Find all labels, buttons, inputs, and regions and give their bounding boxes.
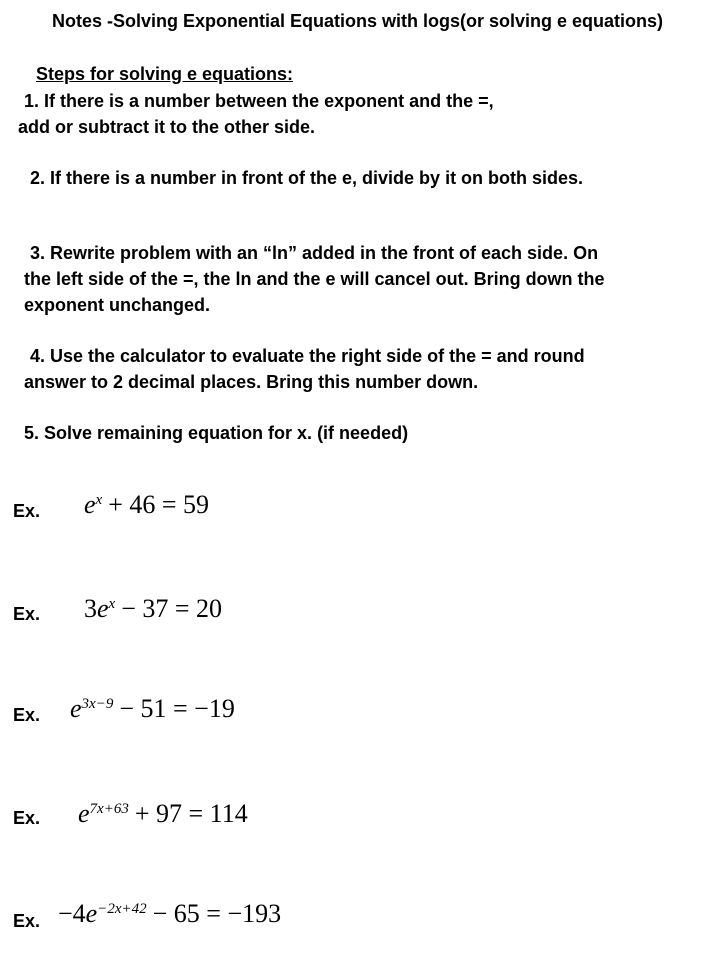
equation-base: e [85, 899, 98, 928]
equation-rest: + 46 = 59 [108, 490, 210, 519]
steps-heading: Steps for solving e equations: [36, 64, 294, 84]
example-label: Ex. [13, 808, 41, 828]
equation-exponent: 3x−9 [81, 696, 114, 712]
equation-coefficient: 3 [84, 594, 97, 623]
equation-base: e [97, 594, 109, 623]
equation-base: e [78, 799, 90, 828]
equation-exponent: x [95, 492, 103, 508]
step-4-line-2: answer to 2 decimal places. Bring this number down. [24, 372, 479, 392]
step-1-line-2: add or subtract it to the other side. [18, 117, 316, 137]
equation-exponent: x [108, 596, 116, 612]
step-2: 2. If there is a number in front of the e, divide by it on both sides. [30, 168, 584, 188]
example-label: Ex. [13, 604, 41, 624]
equation-base: e [70, 694, 82, 723]
equation-rest: − 65 = −193 [152, 899, 282, 928]
step-3-line-1: 3. Rewrite problem with an “ln” added in the front of each side. On [30, 243, 599, 263]
step-3-line-3: exponent unchanged. [24, 295, 211, 315]
example-equation-1 [84, 490, 209, 520]
equation-exponent: −2x+42 [97, 901, 147, 917]
equation-base: e [84, 490, 96, 519]
page-title: Notes -Solving Exponential Equations with logs(or solving e equations) [52, 11, 664, 31]
equation-rest: − 37 = 20 [121, 594, 223, 623]
step-4-line-1: 4. Use the calculator to evaluate the right side of the = and round [30, 346, 585, 366]
example-label: Ex. [13, 501, 41, 521]
step-3-line-2: the left side of the =, the ln and the e will cancel out. Bring down the [24, 269, 605, 289]
example-label: Ex. [13, 911, 41, 931]
equation-exponent: 7x+63 [89, 801, 129, 817]
equation-coefficient: −4 [58, 899, 86, 928]
example-equation-4 [78, 799, 248, 829]
step-5: 5. Solve remaining equation for x. (if needed) [24, 423, 409, 443]
example-equation-5 [58, 899, 281, 929]
equation-rest: + 97 = 114 [134, 799, 248, 828]
example-equation-2 [84, 594, 222, 624]
example-label: Ex. [13, 705, 41, 725]
example-equation-3 [70, 694, 235, 724]
step-1-line-1: 1. If there is a number between the exponent and the =, [24, 91, 494, 111]
equation-rest: − 51 = −19 [119, 694, 235, 723]
